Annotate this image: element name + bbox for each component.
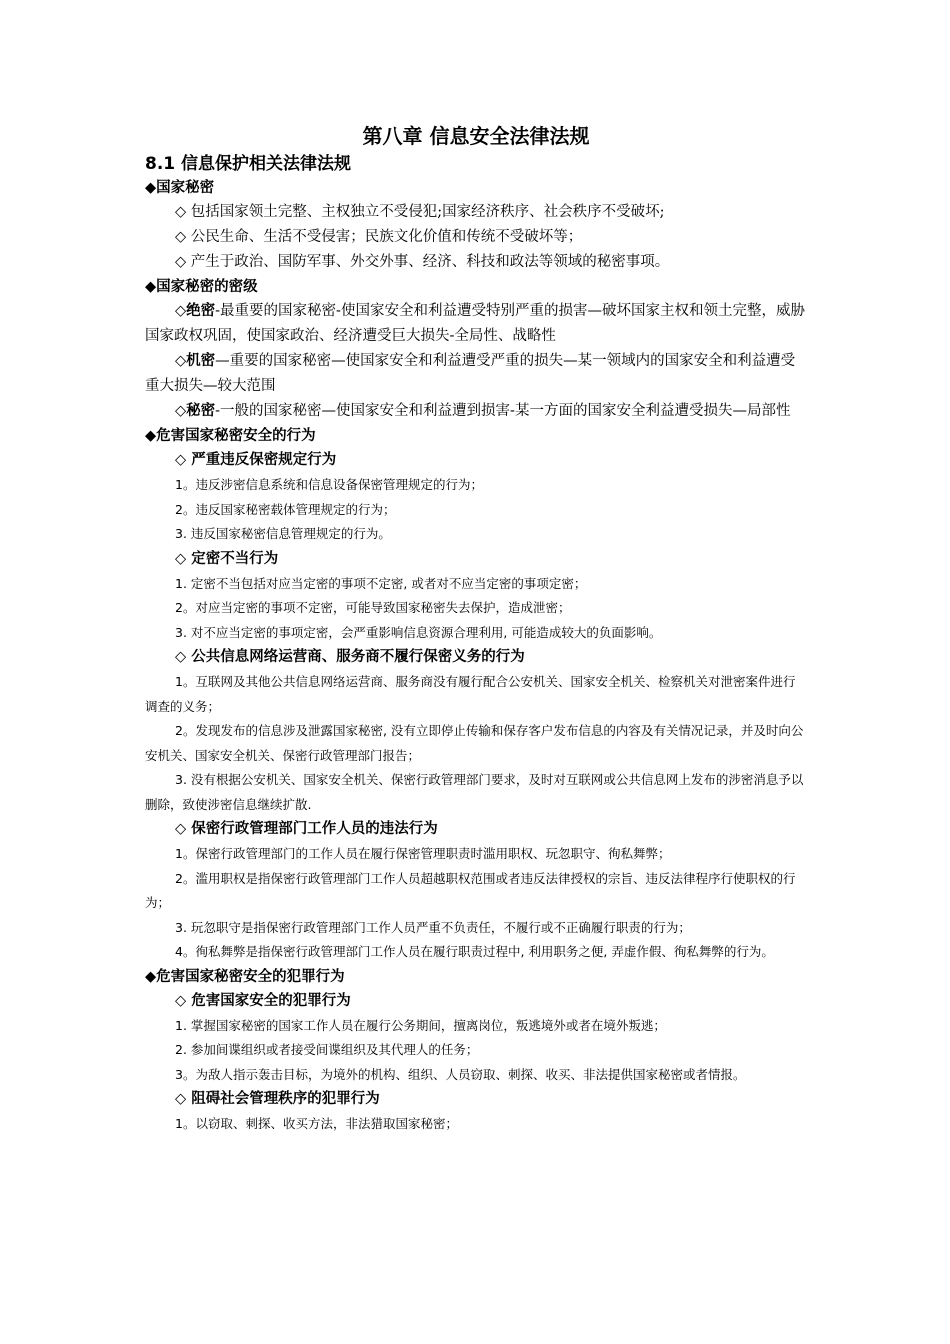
list-item: 1。互联网及其他公共信息网络运营商、服务商没有履行配合公安机关、国家安全机关、检察机关对泄密案件进行调查的义务； bbox=[145, 674, 796, 714]
level-name: 机密 bbox=[186, 353, 216, 369]
document-page bbox=[145, 118, 807, 1137]
level-mark: ◇ bbox=[175, 403, 187, 419]
list-item: 3. 玩忽职守是指保密行政管理部门工作人员严重不负责任，不履行或不正确履行职责的行为； bbox=[175, 919, 691, 935]
list-item: 1. 掌握国家秘密的国家工作人员在履行公务期间，擅离岗位，叛逃境外或者在境外叛逃； bbox=[175, 1017, 666, 1033]
list-item: 3. 对不应当定密的事项定密，会严重影响信息资源合理利用, 可能造成较大的负面影响。 bbox=[175, 624, 662, 640]
heading-state-secret: ◆国家秘密 bbox=[145, 180, 215, 196]
list-item: 2。发现发布的信息涉及泄露国家秘密, 没有立即停止传输和保存客户发布信息的内容及有关情况记录，并及时向公安机关、国家安全机关、保密行政管理部门报告； bbox=[145, 723, 804, 763]
level-mark: ◇ bbox=[175, 303, 187, 319]
level-name: 绝密 bbox=[186, 303, 216, 319]
chapter-title: 第八章 信息安全法律法规 bbox=[362, 124, 590, 148]
subheading: ◇ 保密行政管理部门工作人员的违法行为 bbox=[175, 821, 438, 837]
level-text: -最重要的国家秘密-使国家安全和利益遭受特别严重的损害—破坏国家主权和领土完整，威胁国家政权巩固，使国家政治、经济遭受巨大损失-全局性、战略性 bbox=[145, 303, 805, 344]
level-text: -一般的国家秘密—使国家安全和利益遭到损害-某一方面的国家安全利益遭受损失—局部性 bbox=[215, 403, 791, 419]
level-text: —重要的国家秘密—使国家安全和利益遭受严重的损失—某一领域内的国家安全和利益遭受重大损失—较大范围 bbox=[145, 353, 796, 394]
list-item: 2。对应当定密的事项不定密，可能导致国家秘密失去保护，造成泄密； bbox=[175, 600, 571, 615]
heading-harmful-acts: ◆危害国家秘密安全的行为 bbox=[145, 428, 316, 444]
list-item: 3. 没有根据公安机关、国家安全机关、保密行政管理部门要求，及时对互联网或公共信息网上发布的涉密消息予以删除，致使涉密信息继续扩散. bbox=[145, 772, 804, 812]
list-item: 3. 违反国家秘密信息管理规定的行为。 bbox=[175, 526, 391, 541]
list-item: 4。徇私舞弊是指保密行政管理部门工作人员在履行职责过程中, 利用职务之便, 弄虚作假、徇私舞弊的行为。 bbox=[175, 944, 774, 959]
subheading: ◇ 严重违反保密规定行为 bbox=[175, 452, 337, 468]
list-item: 3。为敌人指示轰击目标，为境外的机构、组织、人员窃取、刺探、收买、非法提供国家秘密或者情报。 bbox=[175, 1066, 746, 1082]
level-confidential bbox=[145, 399, 807, 424]
subheading: ◇ 危害国家安全的犯罪行为 bbox=[175, 992, 351, 1009]
list-item: 1。保密行政管理部门的工作人员在履行保密管理职责时滥用职权、玩忽职守、徇私舞弊； bbox=[175, 846, 671, 861]
list-item: 2。滥用职权是指保密行政管理部门工作人员超越职权范围或者违反法律授权的宗旨、违反法律程序行使职权的行为； bbox=[145, 870, 796, 910]
list-item: 1. 定密不当包括对应当定密的事项不定密, 或者对不应当定密的事项定密； bbox=[175, 575, 587, 591]
subheading: ◇ 定密不当行为 bbox=[175, 550, 279, 567]
list-item: ◇ 产生于政治、国防军事、外交外事、经济、科技和政法等领域的秘密事项。 bbox=[175, 254, 670, 270]
heading-secret-levels: ◆国家秘密的密级 bbox=[145, 279, 258, 295]
subheading: ◇ 阻碍社会管理秩序的犯罪行为 bbox=[175, 1091, 380, 1107]
level-mark: ◇ bbox=[175, 353, 187, 369]
heading-criminal-acts: ◆危害国家秘密安全的犯罪行为 bbox=[145, 968, 345, 985]
subheading: ◇ 公共信息网络运营商、服务商不履行保密义务的行为 bbox=[175, 649, 525, 665]
list-item: ◇ 包括国家领土完整、主权独立不受侵犯;国家经济秩序、社会秩序不受破坏; bbox=[175, 204, 665, 220]
list-item: 1。违反涉密信息系统和信息设备保密管理规定的行为； bbox=[175, 477, 483, 492]
section-heading: 8.1 信息保护相关法律法规 bbox=[145, 154, 352, 174]
level-name: 秘密 bbox=[186, 403, 216, 419]
list-item: 2。违反国家秘密载体管理规定的行为； bbox=[175, 501, 396, 517]
level-top-secret bbox=[145, 299, 807, 349]
level-secret bbox=[145, 349, 807, 399]
list-item: 1。以窃取、刺探、收买方法，非法猎取国家秘密； bbox=[175, 1116, 458, 1131]
list-item: 2. 参加间谍组织或者接受间谍组织及其代理人的任务； bbox=[175, 1042, 479, 1057]
list-item: ◇ 公民生命、生活不受侵害；民族文化价值和传统不受破坏等； bbox=[175, 229, 583, 245]
